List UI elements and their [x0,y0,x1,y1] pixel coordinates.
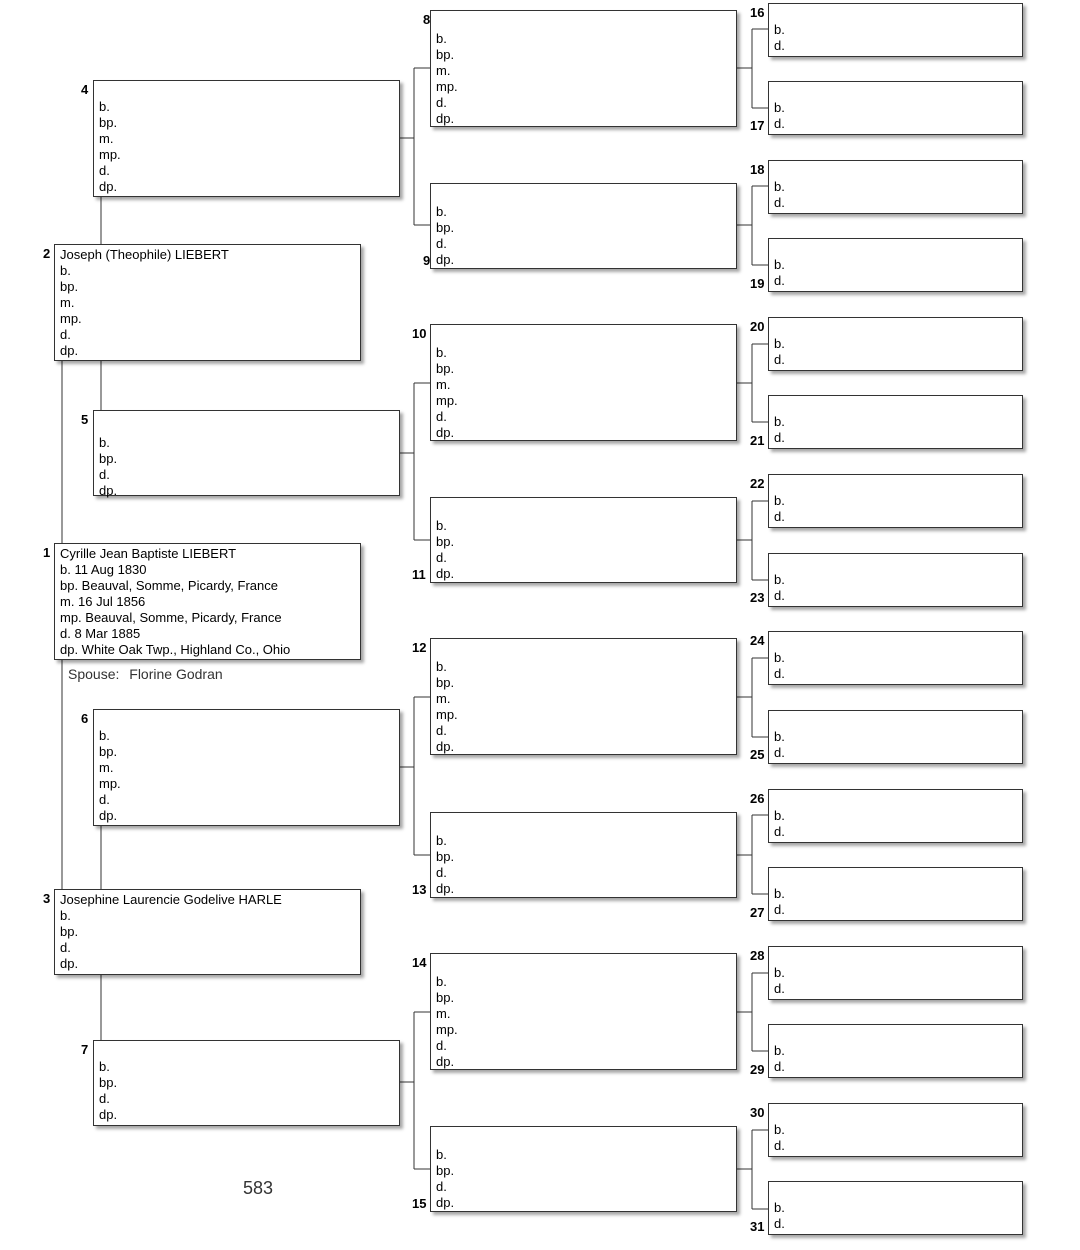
person-field: b. [99,728,110,743]
person-field: bp. [436,47,455,62]
person-field: mp. [99,776,121,791]
person-field: b. [774,414,785,429]
person-field: b. [436,345,447,360]
person-box-6 [93,709,400,826]
person-box-20 [768,317,1023,371]
person-field: mp. [436,1022,458,1037]
person-number: 20 [750,319,765,334]
person-field: b. [436,974,447,989]
person-field: bp. [436,361,455,376]
person-field: d. [60,327,71,342]
person-field: bp. [99,1075,118,1090]
spouse-name: Florine Godran [129,666,223,682]
person-box-23 [768,553,1023,607]
person-field: bp. Beauval, Somme, Picardy, France [60,578,278,593]
person-number: 28 [750,948,765,963]
person-field: b. [774,100,785,115]
person-box-13 [430,812,737,898]
person-number: 21 [750,433,765,448]
person-field: d. 8 Mar 1885 [60,626,141,641]
person-field: dp. [436,252,455,267]
person-field: d. [436,236,447,251]
person-box-26 [768,789,1023,843]
person-field: b. [99,99,110,114]
person-field: m. [436,63,451,78]
person-field: d. [436,409,447,424]
person-box-25 [768,710,1023,764]
person-field: d. [99,163,110,178]
person-box-14 [430,953,737,1070]
person-field: bp. [99,744,118,759]
person-box-22 [768,474,1023,528]
person-number: 4 [81,82,89,97]
person-box-21 [768,395,1023,449]
person-number: 26 [750,791,765,806]
person-number: 7 [81,1042,89,1057]
person-field: dp. [436,1054,455,1069]
person-field: d. [774,116,785,131]
person-field: b. [99,1059,110,1074]
person-field: d. [436,1179,447,1194]
person-number: 29 [750,1062,765,1077]
person-field: b. [774,336,785,351]
person-number: 1 [43,545,51,560]
page-number: 583 [243,1178,274,1198]
person-field: b. [774,22,785,37]
person-field: b. [774,965,785,980]
person-box-10 [430,324,737,441]
person-field: bp. [436,1163,455,1178]
person-field: b. [436,204,447,219]
person-box-2 [54,244,361,361]
person-field: d. [774,195,785,210]
person-field: b. [774,1200,785,1215]
person-field: dp. [99,808,118,823]
person-number: 14 [412,955,427,970]
person-field: mp. [436,393,458,408]
person-field: bp. [60,279,79,294]
person-box-29 [768,1024,1023,1078]
person-field: dp. [436,425,455,440]
person-field: bp. [436,675,455,690]
person-field: dp. [436,739,455,754]
person-field: m. [99,760,114,775]
person-box-17 [768,81,1023,135]
person-number: 24 [750,633,765,648]
person-field: b. [774,572,785,587]
person-number: 13 [412,882,427,897]
person-number: 5 [81,412,89,427]
person-number: 12 [412,640,427,655]
person-field: d. [99,467,110,482]
person-field: d. [774,1059,785,1074]
person-field: dp. White Oak Twp., Highland Co., Ohio [60,642,291,657]
person-field: b. [774,1043,785,1058]
person-field: b. [774,808,785,823]
person-field: mp. [436,79,458,94]
spouse-line [68,666,229,682]
person-field: b. [774,1122,785,1137]
person-field: b. [774,257,785,272]
person-field: d. [774,273,785,288]
person-field: mp. Beauval, Somme, Picardy, France [60,610,282,625]
person-field: dp. [60,956,79,971]
person-field: b. [436,518,447,533]
person-field: b. [436,31,447,46]
person-box-11 [430,497,737,583]
person-field: m. [436,1006,451,1021]
person-box-7 [93,1040,400,1126]
person-field: bp. [60,924,79,939]
person-box-15 [430,1126,737,1212]
person-number: 6 [81,711,89,726]
person-field: bp. [436,990,455,1005]
person-field: b. [436,1147,447,1162]
person-box-3 [54,889,361,975]
person-field: Joseph (Theophile) LIEBERT [60,247,229,262]
person-field: d. [99,792,110,807]
person-number: 10 [412,326,427,341]
person-field: d. [774,902,785,917]
person-field: mp. [436,707,458,722]
person-field: bp. [99,115,118,130]
person-field: m. 16 Jul 1856 [60,594,146,609]
person-number: 11 [412,567,426,582]
person-box-30 [768,1103,1023,1157]
person-field: Cyrille Jean Baptiste LIEBERT [60,546,237,561]
person-number: 3 [43,891,51,906]
person-number: 17 [750,118,765,133]
person-box-16 [768,3,1023,57]
person-field: d. [436,1038,447,1053]
person-number: 15 [412,1196,427,1211]
person-number: 2 [43,246,51,261]
person-box-18 [768,160,1023,214]
person-number: 23 [750,590,765,605]
person-field: d. [774,1138,785,1153]
person-box-4 [93,80,400,197]
person-field: b. [436,659,447,674]
person-field: Josephine Laurencie Godelive HARLE [60,892,282,907]
person-field: dp. [99,179,118,194]
person-field: d. [774,666,785,681]
person-number: 19 [750,276,765,291]
person-field: bp. [99,451,118,466]
person-number: 27 [750,905,765,920]
person-number: 31 [750,1219,765,1234]
person-field: dp. [60,343,79,358]
person-field: d. [774,509,785,524]
person-box-1 [54,543,361,660]
person-field: dp. [436,881,455,896]
person-number: 30 [750,1105,765,1120]
person-number: 9 [423,253,431,268]
person-field: mp. [99,147,121,162]
person-field: dp. [436,566,455,581]
person-field: d. [774,824,785,839]
person-box-8 [430,10,737,127]
person-field: b. [60,263,71,278]
person-field: d. [436,550,447,565]
person-field: m. [436,377,451,392]
person-field: d. [99,1091,110,1106]
person-box-9 [430,183,737,269]
person-field: bp. [436,220,455,235]
person-box-5 [93,410,400,496]
person-field: b. [436,833,447,848]
person-field: b. [99,435,110,450]
person-field: d. [436,95,447,110]
person-field: m. [436,691,451,706]
person-field: m. [60,295,75,310]
spouse-label: Spouse: [68,666,120,682]
person-field: d. [60,940,71,955]
person-field: d. [774,38,785,53]
person-field: dp. [99,1107,118,1122]
person-field: d. [774,1216,785,1231]
person-field: m. [99,131,114,146]
person-field: d. [436,865,447,880]
person-field: b. [774,729,785,744]
person-number: 8 [423,12,431,27]
person-box-28 [768,946,1023,1000]
person-field: d. [774,352,785,367]
person-box-27 [768,867,1023,921]
person-field: bp. [436,849,455,864]
person-box-31 [768,1181,1023,1235]
person-field: dp. [99,483,118,498]
person-field: d. [774,745,785,760]
person-field: dp. [436,1195,455,1210]
person-field: d. [436,723,447,738]
person-number: 18 [750,162,765,177]
person-field: b. [774,886,785,901]
person-field: b. [60,908,71,923]
person-number: 22 [750,476,765,491]
person-field: b. [774,179,785,194]
person-number: 16 [750,5,765,20]
person-field: d. [774,430,785,445]
person-field: b. [774,650,785,665]
person-box-12 [430,638,737,755]
person-box-24 [768,631,1023,685]
person-field: b. [774,493,785,508]
person-field: mp. [60,311,82,326]
person-field: bp. [436,534,455,549]
person-field: d. [774,588,785,603]
person-field: b. 11 Aug 1830 [60,562,147,577]
person-number: 25 [750,747,765,762]
person-field: d. [774,981,785,996]
person-field: dp. [436,111,455,126]
person-box-19 [768,238,1023,292]
